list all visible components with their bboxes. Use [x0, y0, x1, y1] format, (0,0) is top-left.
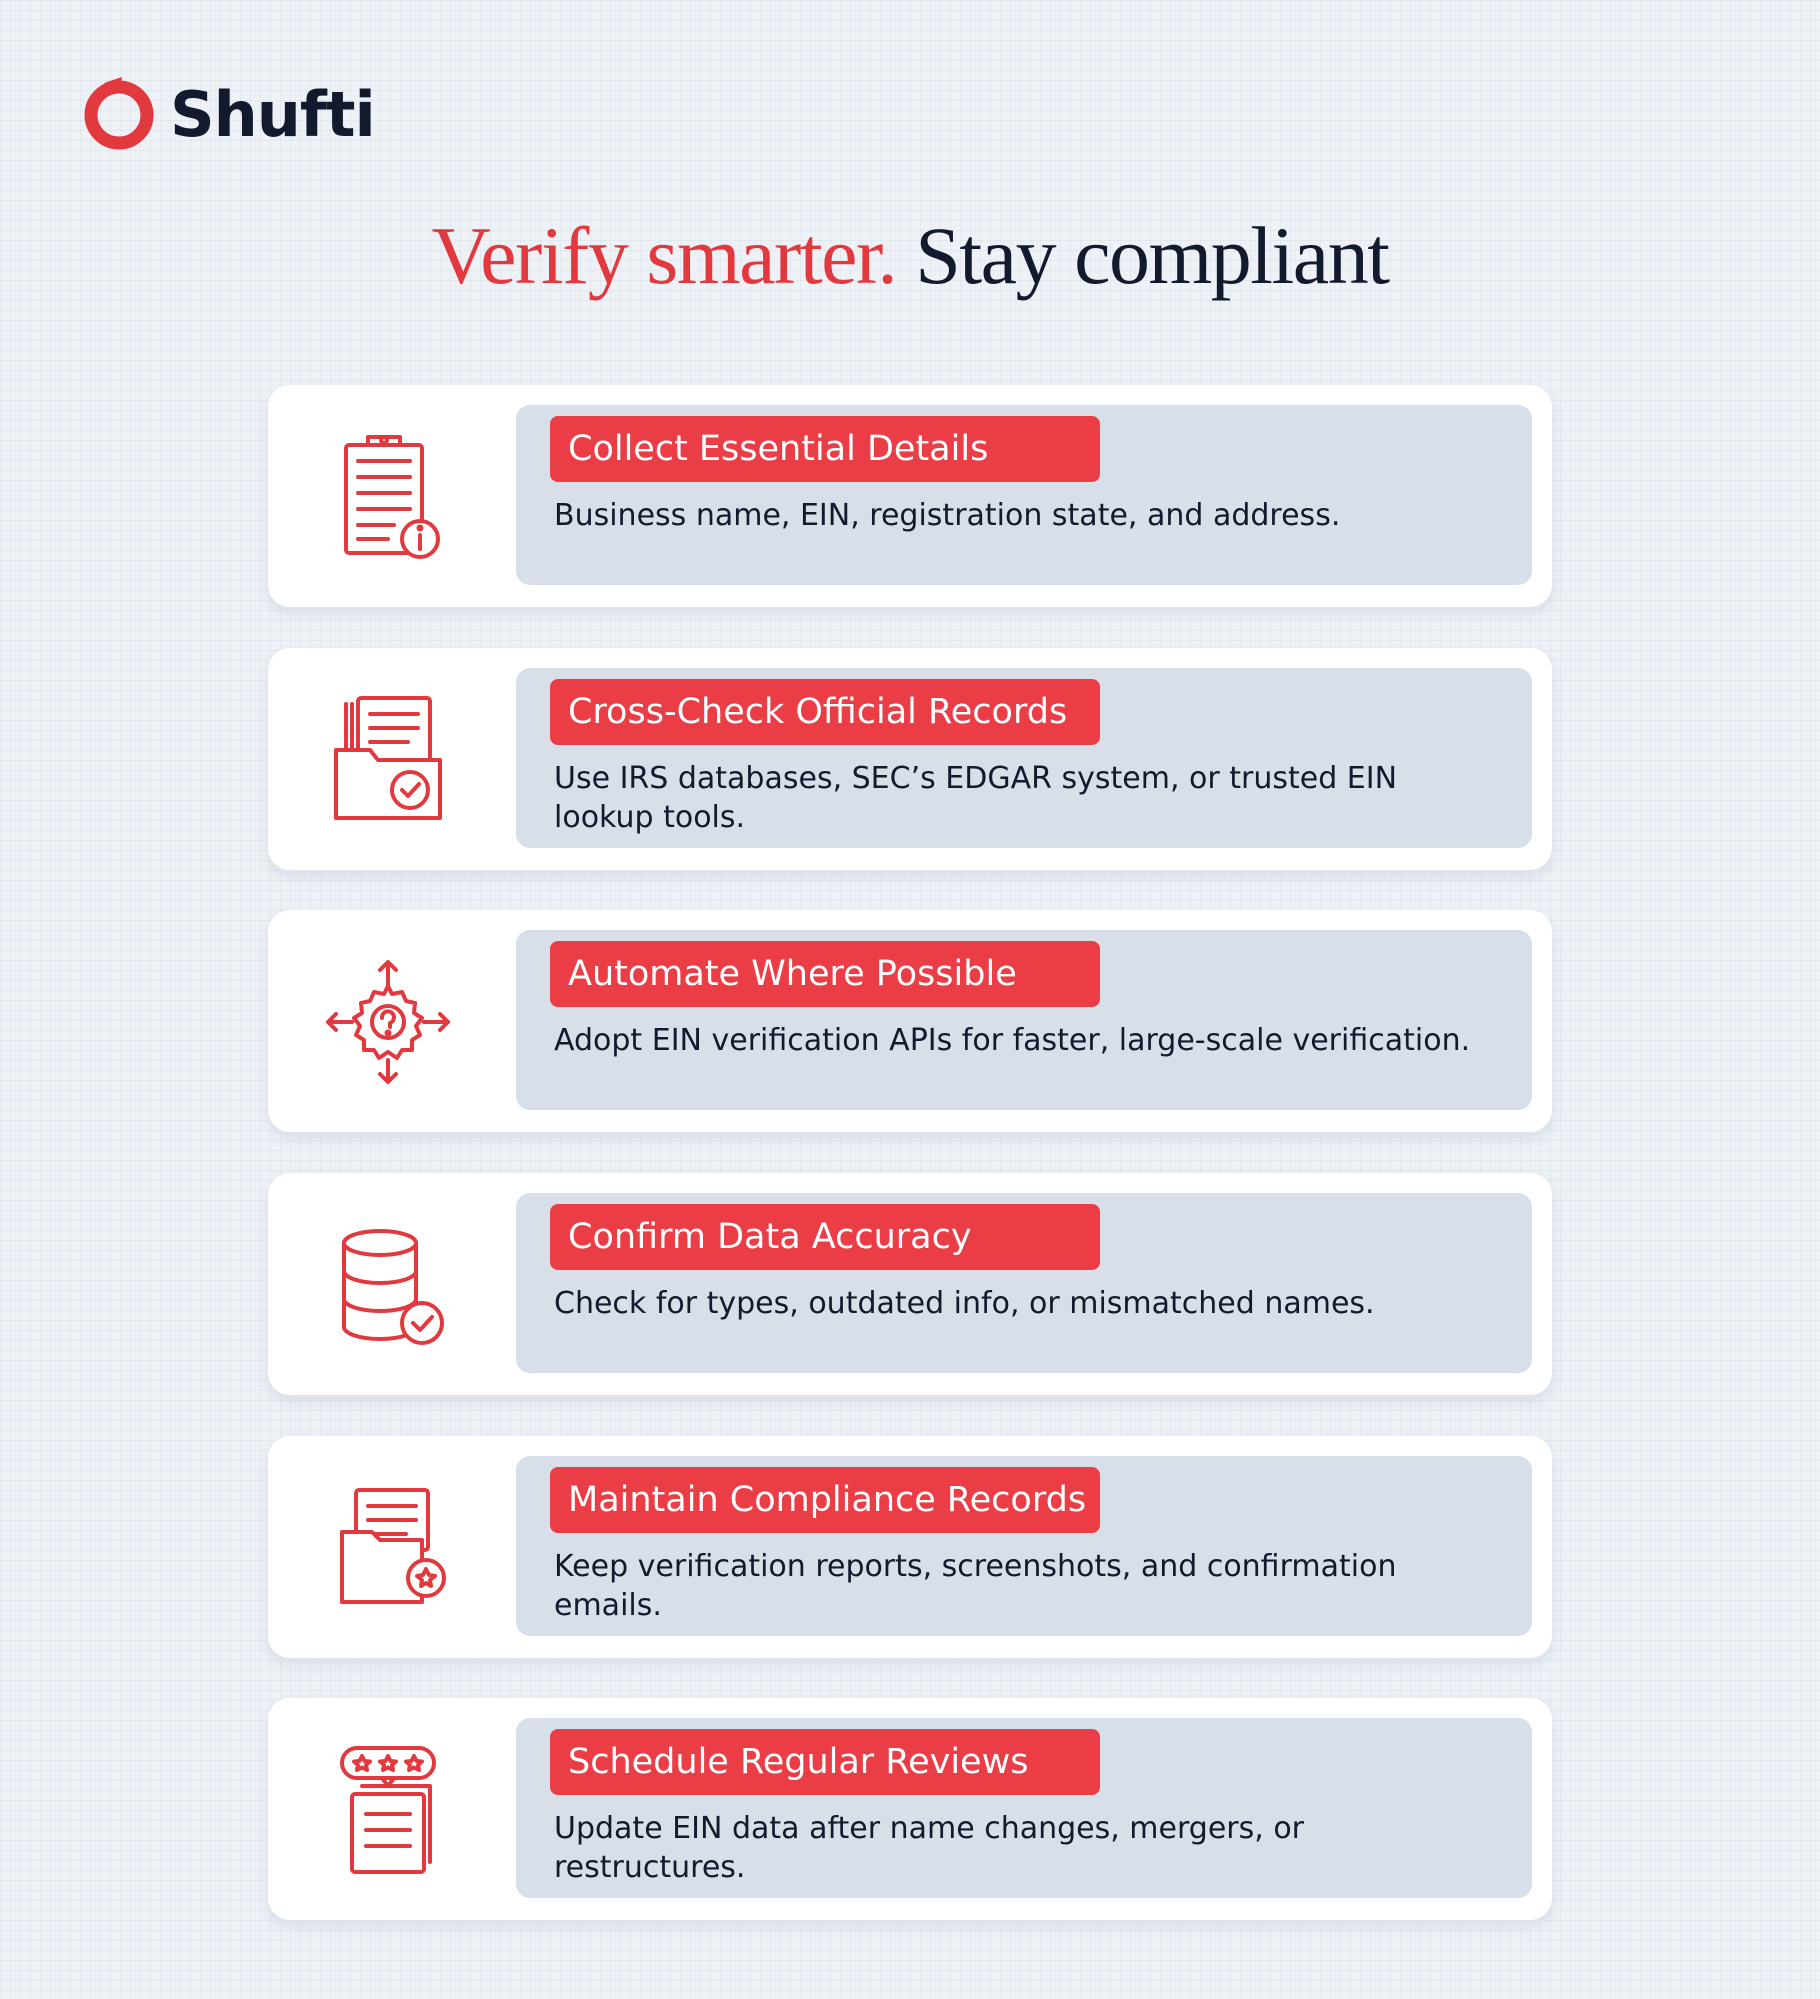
headline-highlight: Verify smarter.	[431, 210, 897, 301]
step-card-schedule	[268, 1698, 1552, 1920]
clipboard-info-icon	[318, 427, 458, 567]
step-card-automate	[268, 910, 1552, 1132]
step-panel	[516, 1456, 1532, 1636]
step-panel	[516, 930, 1532, 1110]
step-card-collect	[268, 385, 1552, 607]
database-check-icon	[318, 1215, 458, 1355]
review-stars-icon	[318, 1740, 458, 1880]
headline-main: Stay compliant	[915, 210, 1389, 301]
brand-name: Shufti	[170, 77, 375, 151]
folder-badge-icon	[318, 1478, 458, 1618]
gear-arrows-icon	[318, 952, 458, 1092]
step-panel	[516, 668, 1532, 848]
step-panel	[516, 405, 1532, 585]
step-description: Update EIN data after name changes, mergers, or restructures.	[554, 1811, 1305, 1885]
step-description: Use IRS databases, SEC’s EDGAR system, or trusted EIN lookup tools.	[554, 761, 1398, 835]
step-description: Keep verification reports, screenshots, and confirmation emails.	[554, 1549, 1397, 1623]
step-card-confirm	[268, 1173, 1552, 1395]
step-card-maintain	[268, 1436, 1552, 1658]
folder-check-icon	[318, 690, 458, 830]
brand-logo	[82, 75, 375, 153]
step-description: Adopt EIN verification APIs for faster, large-scale verification.	[554, 1023, 1471, 1058]
step-title: Confirm Data Accuracy	[550, 1204, 1100, 1270]
step-description: Check for types, outdated info, or mismatched names.	[554, 1286, 1375, 1321]
page-title	[0, 210, 1820, 301]
step-title: Automate Where Possible	[550, 941, 1100, 1007]
step-card-crosscheck	[268, 648, 1552, 870]
step-title: Maintain Compliance Records	[550, 1467, 1100, 1533]
step-panel	[516, 1193, 1532, 1373]
step-title: Schedule Regular Reviews	[550, 1729, 1100, 1795]
step-panel	[516, 1718, 1532, 1898]
shufti-logo-icon	[82, 75, 156, 153]
step-title: Cross-Check Official Records	[550, 679, 1100, 745]
step-title: Collect Essential Details	[550, 416, 1100, 482]
step-description: Business name, EIN, registration state, and address.	[554, 498, 1341, 533]
